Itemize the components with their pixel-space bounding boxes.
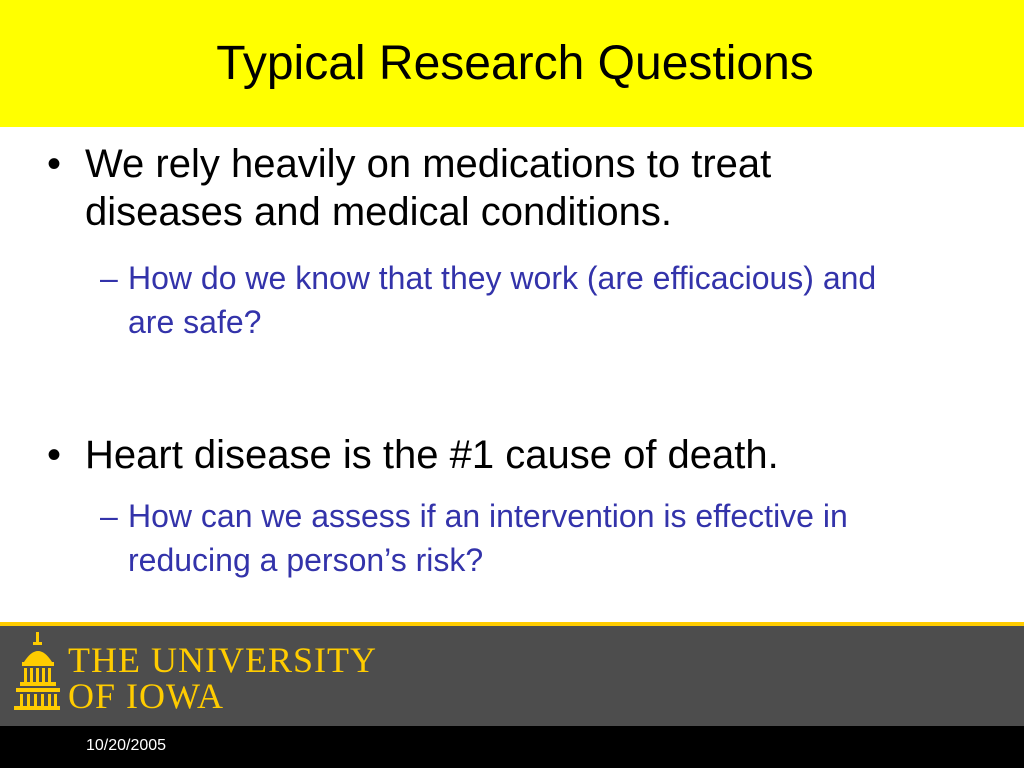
sub-bullet-2 bbox=[100, 494, 900, 582]
bullet-dot: • bbox=[47, 142, 62, 186]
slide-title: Typical Research Questions bbox=[216, 37, 814, 90]
logo-line-1: THE UNIVERSITY bbox=[68, 640, 377, 680]
logo-wordmark bbox=[68, 642, 377, 714]
logo-line-2: OF IOWA bbox=[68, 676, 224, 716]
slide-date: 10/20/2005 bbox=[86, 737, 167, 754]
sub-bullet-dash: – bbox=[100, 498, 118, 534]
bullet-text: Heart disease is the #1 cause of death. bbox=[85, 433, 779, 477]
sub-bullet-dash: – bbox=[100, 260, 118, 296]
university-logo bbox=[14, 632, 377, 716]
capitol-dome-icon bbox=[14, 632, 62, 712]
bullet-1 bbox=[47, 140, 917, 236]
bullet-2 bbox=[47, 431, 917, 479]
bullet-dot: • bbox=[47, 433, 62, 477]
sub-bullet-text: How do we know that they work (are efficacious) and are safe? bbox=[128, 260, 877, 340]
bullet-text: We rely heavily on medications to treat diseases and medical conditions. bbox=[85, 142, 772, 234]
sub-bullet-1 bbox=[100, 256, 900, 344]
sub-bullet-text: How can we assess if an intervention is effective in reducing a person’s risk? bbox=[128, 498, 848, 578]
